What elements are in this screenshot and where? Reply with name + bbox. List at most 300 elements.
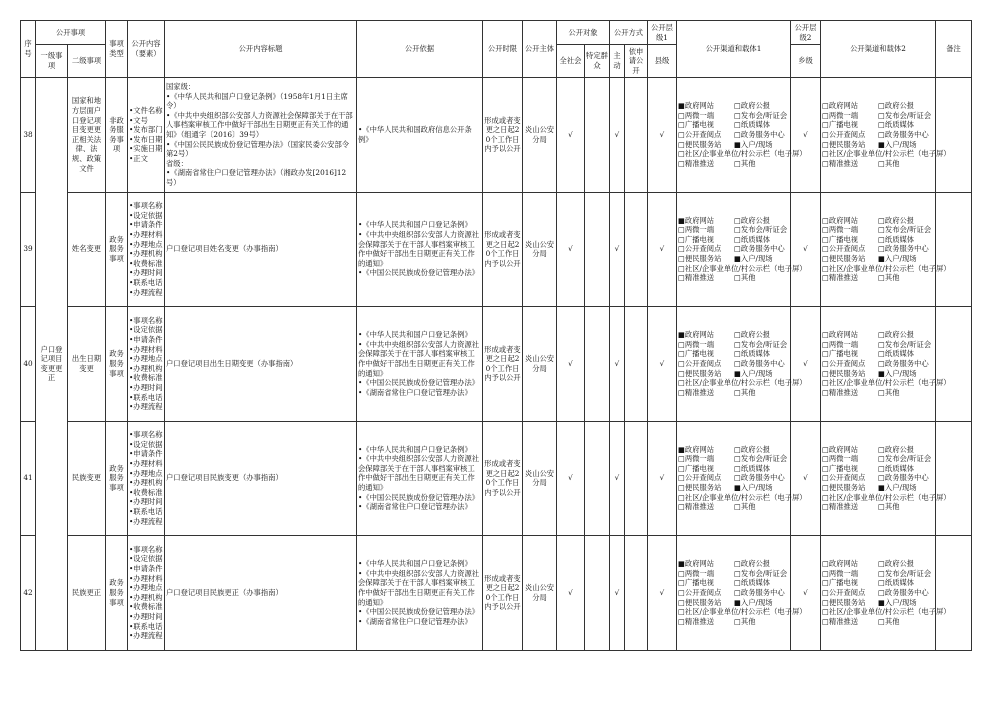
element-item: •事项名称 bbox=[129, 430, 163, 440]
channel-option: □两微一端 bbox=[678, 225, 715, 235]
channel-option: □政府公报 bbox=[878, 444, 915, 454]
channel-option: □广播电视 bbox=[822, 234, 859, 244]
element-item: •收费标准 bbox=[129, 373, 163, 383]
cell-elements bbox=[128, 78, 165, 193]
cell-level2-flag: √ bbox=[791, 307, 821, 422]
channel-option: □政府公报 bbox=[878, 101, 915, 111]
element-item: •实施日期 bbox=[129, 144, 163, 154]
cell-level2: 民族变更 bbox=[68, 421, 106, 536]
header-content-title: 公开内容标题 bbox=[165, 21, 357, 78]
element-item: •办理时间 bbox=[129, 611, 163, 621]
element-item: •设定依据 bbox=[129, 210, 163, 220]
header-channel2: 公开渠道和载体2 bbox=[821, 21, 936, 78]
cell-subject: 炎山公安分局 bbox=[523, 192, 557, 307]
channel-option: ■政府网站 bbox=[678, 559, 715, 569]
title-text: 户口登记项目民族变更（办事指南） bbox=[166, 473, 283, 483]
cell-subject: 炎山公安分局 bbox=[523, 421, 557, 536]
cell-target-specific bbox=[585, 536, 610, 651]
channel-option: ■入户/现场 bbox=[878, 483, 917, 493]
channel-option: □政务服务中心 bbox=[734, 587, 785, 597]
disclosure-table bbox=[20, 20, 972, 651]
element-item: •办理流程 bbox=[129, 516, 163, 526]
basis-text: •《中华人民共和国户口登记条例》 •《中共中央组织部公安部人力资源社会保障部关于在干部人事档案审核工作中做好干部出生日期更正有关工作的通知》 •《中国公民民族成份登记管理办法》 •《湖南省常住户口登记管理办法》 bbox=[358, 444, 480, 512]
element-item: •收费标准 bbox=[129, 602, 163, 612]
element-item: •联系电话 bbox=[129, 392, 163, 402]
element-item: •办理机构 bbox=[129, 249, 163, 259]
channel-list bbox=[822, 559, 951, 626]
table-row bbox=[21, 536, 972, 651]
cell-target-all: √ bbox=[557, 536, 585, 651]
element-item: •办理地点 bbox=[129, 468, 163, 478]
header-method: 公开方式 bbox=[610, 21, 648, 45]
channel-option: ■政府网站 bbox=[678, 215, 715, 225]
cell-level2: 国家和地方层面户口登记项目变更更正相关法律、法规、政策文件 bbox=[68, 78, 106, 193]
cell-seq: 40 bbox=[21, 307, 36, 422]
element-item: •办理材料 bbox=[129, 344, 163, 354]
cell-title bbox=[165, 536, 357, 651]
channel-option: □公开查阅点 bbox=[822, 358, 866, 368]
cell-seq: 39 bbox=[21, 192, 36, 307]
channel-option: □发布会/听证会 bbox=[734, 339, 788, 349]
channel-option: □发布会/听证会 bbox=[878, 225, 932, 235]
channel-option: □纸质媒体 bbox=[734, 120, 771, 130]
channel-option: □社区/企事业单位/村公示栏（电子屏） bbox=[822, 378, 951, 388]
element-item: •申请条件 bbox=[129, 449, 163, 459]
element-item: •设定依据 bbox=[129, 325, 163, 335]
cell-type: 政务服务事项 bbox=[106, 536, 128, 651]
cell-channel1 bbox=[677, 192, 807, 307]
cell-subject: 炎山公安分局 bbox=[523, 307, 557, 422]
cell-level1-group: 户口登记项目变更更正 bbox=[36, 78, 68, 651]
header-target: 公开对象 bbox=[557, 21, 610, 45]
channel-option: □便民服务站 bbox=[678, 139, 722, 149]
cell-method-request bbox=[625, 307, 648, 422]
basis-text: •《中华人民共和国政府信息公开条例》 bbox=[358, 125, 472, 144]
channel-list bbox=[678, 559, 807, 626]
cell-level2: 民族更正 bbox=[68, 536, 106, 651]
cell-remark bbox=[936, 78, 972, 193]
header-basis: 公开依据 bbox=[357, 21, 483, 78]
channel-option: □社区/企事业单位/村公示栏（电子屏） bbox=[678, 607, 807, 617]
cell-elements bbox=[128, 192, 165, 307]
element-item: •办理机构 bbox=[129, 478, 163, 488]
element-item: •联系电话 bbox=[129, 278, 163, 288]
cell-type: 政务服务事项 bbox=[106, 307, 128, 422]
channel-option: □公开查阅点 bbox=[678, 244, 722, 254]
channel-list bbox=[822, 444, 951, 512]
channel-option: □两微一端 bbox=[822, 339, 859, 349]
cell-remark bbox=[936, 536, 972, 651]
element-item: •联系电话 bbox=[129, 507, 163, 517]
channel-option: □政务服务中心 bbox=[734, 244, 785, 254]
channel-option: □纸质媒体 bbox=[734, 234, 771, 244]
channel-option: □政务服务中心 bbox=[878, 244, 929, 254]
channel-option: □政务服务中心 bbox=[734, 473, 785, 483]
cell-basis bbox=[357, 536, 483, 651]
cell-title bbox=[165, 192, 357, 307]
cell-target-specific bbox=[585, 192, 610, 307]
element-item: •办理时间 bbox=[129, 268, 163, 278]
channel-option: □便民服务站 bbox=[822, 254, 866, 264]
element-item: •联系电话 bbox=[129, 621, 163, 631]
channel-option: □精准推送 bbox=[678, 387, 715, 397]
element-item: •办理地点 bbox=[129, 583, 163, 593]
element-item: •办理地点 bbox=[129, 239, 163, 249]
cell-level2-flag: √ bbox=[791, 78, 821, 193]
basis-text: •《中华人民共和国户口登记条例》 •《中共中央组织部公安部人力资源社会保障部关于在干部人事档案审核工作中做好干部出生日期更正有关工作的通知》 •《中国公民民族成份登记管理办法》 •《湖南省常住户口登记管理办法》 bbox=[358, 559, 480, 626]
element-item: •办理机构 bbox=[129, 592, 163, 602]
cell-channel2 bbox=[821, 192, 951, 307]
element-item: •申请条件 bbox=[129, 334, 163, 344]
header-level1: 公开层级1 bbox=[648, 21, 677, 45]
cell-target-specific bbox=[585, 78, 610, 193]
title-text: 户口登记项目民族更正（办事指南） bbox=[166, 587, 283, 597]
channel-list bbox=[678, 215, 807, 283]
cell-type: 非政务服务事项 bbox=[106, 78, 128, 193]
element-item: •事项名称 bbox=[129, 544, 163, 554]
channel-option: □政务服务中心 bbox=[878, 587, 929, 597]
channel-option: □政务服务中心 bbox=[734, 129, 785, 139]
header-level2: 公开层级2 bbox=[791, 21, 821, 45]
cell-level1: √ bbox=[648, 78, 677, 193]
channel-option: □发布会/听证会 bbox=[878, 454, 932, 464]
channel-option: □社区/企事业单位/村公示栏（电子屏） bbox=[678, 263, 807, 273]
element-item: •办理地点 bbox=[129, 354, 163, 364]
channel-option: □社区/企事业单位/村公示栏（电子屏） bbox=[678, 378, 807, 388]
cell-level2-flag: √ bbox=[791, 192, 821, 307]
channel-option: □精准推送 bbox=[678, 158, 715, 168]
cell-target-specific bbox=[585, 421, 610, 536]
channel-option: □两微一端 bbox=[678, 454, 715, 464]
channel-option: □政务服务中心 bbox=[878, 129, 929, 139]
cell-elements bbox=[128, 307, 165, 422]
cell-seq: 41 bbox=[21, 421, 36, 536]
channel-option: □精准推送 bbox=[678, 273, 715, 283]
element-item: •文号 bbox=[129, 115, 148, 125]
element-item: •办理材料 bbox=[129, 573, 163, 583]
element-item: •办理材料 bbox=[129, 230, 163, 240]
cell-remark bbox=[936, 192, 972, 307]
channel-option: □公开查阅点 bbox=[678, 587, 722, 597]
cell-remark bbox=[936, 421, 972, 536]
channel-option: □广播电视 bbox=[822, 578, 859, 588]
cell-level1: √ bbox=[648, 307, 677, 422]
channel-option: □纸质媒体 bbox=[878, 349, 915, 359]
channel-option: ■政府网站 bbox=[678, 444, 715, 454]
channel-option: □发布会/听证会 bbox=[878, 568, 932, 578]
channel-option: □公开查阅点 bbox=[678, 473, 722, 483]
header-method-active: 主动 bbox=[610, 45, 625, 78]
header-content-req: 公开内容（要素） bbox=[128, 21, 165, 78]
element-item: •申请条件 bbox=[129, 563, 163, 573]
header-channel1: 公开渠道和载体1 bbox=[677, 21, 791, 78]
channel-option: □政府公报 bbox=[878, 330, 915, 340]
channel-option: □纸质媒体 bbox=[734, 578, 771, 588]
element-item: •办理流程 bbox=[129, 402, 163, 412]
channel-option: □纸质媒体 bbox=[734, 349, 771, 359]
channel-option: □精准推送 bbox=[822, 158, 859, 168]
cell-time: 形成或者变更之日起20个工作日内予以公开 bbox=[483, 421, 523, 536]
element-item: •办理流程 bbox=[129, 287, 163, 297]
channel-option: □政府公报 bbox=[734, 559, 771, 569]
channel-option: □便民服务站 bbox=[678, 254, 722, 264]
channel-option: □广播电视 bbox=[678, 234, 715, 244]
cell-channel2 bbox=[821, 536, 951, 651]
element-item: •收费标准 bbox=[129, 258, 163, 268]
channel-option: □公开查阅点 bbox=[678, 358, 722, 368]
header-time: 公开时限 bbox=[483, 21, 523, 78]
channel-option: □公开查阅点 bbox=[822, 129, 866, 139]
header-remark: 备注 bbox=[936, 21, 972, 78]
channel-option: □两微一端 bbox=[822, 568, 859, 578]
cell-time: 形成或者变更之日起20个工作日内予以公开 bbox=[483, 307, 523, 422]
channel-option: □两微一端 bbox=[678, 568, 715, 578]
header-target-all: 全社会 bbox=[557, 45, 585, 78]
element-item: •办理时间 bbox=[129, 382, 163, 392]
table-row bbox=[21, 78, 972, 193]
channel-option: □其他 bbox=[878, 502, 900, 512]
cell-method-request bbox=[625, 192, 648, 307]
channel-option: □政务服务中心 bbox=[878, 473, 929, 483]
element-item: •办理流程 bbox=[129, 631, 163, 641]
channel-option: □其他 bbox=[734, 273, 756, 283]
channel-option: □广播电视 bbox=[822, 463, 859, 473]
channel-option: □其他 bbox=[734, 502, 756, 512]
channel-option: □政府公报 bbox=[734, 330, 771, 340]
channel-option: □便民服务站 bbox=[678, 368, 722, 378]
element-item: •设定依据 bbox=[129, 554, 163, 564]
channel-option: □政府公报 bbox=[878, 559, 915, 569]
channel-option: □便民服务站 bbox=[822, 139, 866, 149]
channel-option: □政府网站 bbox=[822, 559, 859, 569]
cell-channel1 bbox=[677, 78, 807, 193]
cell-elements bbox=[128, 421, 165, 536]
channel-option: □两微一端 bbox=[678, 339, 715, 349]
channel-option: □政府公报 bbox=[878, 215, 915, 225]
channel-option: □发布会/听证会 bbox=[878, 110, 932, 120]
channel-option: □精准推送 bbox=[822, 387, 859, 397]
channel-option: □社区/企事业单位/村公示栏（电子屏） bbox=[678, 492, 807, 502]
channel-option: □其他 bbox=[878, 158, 900, 168]
channel-option: □政务服务中心 bbox=[734, 358, 785, 368]
channel-option: □其他 bbox=[878, 387, 900, 397]
element-item: •申请条件 bbox=[129, 220, 163, 230]
cell-seq: 38 bbox=[21, 78, 36, 193]
channel-option: □公开查阅点 bbox=[822, 587, 866, 597]
channel-option: □两微一端 bbox=[822, 454, 859, 464]
channel-option: ■入户/现场 bbox=[878, 368, 917, 378]
cell-level2: 姓名变更 bbox=[68, 192, 106, 307]
element-item: •事项名称 bbox=[129, 315, 163, 325]
channel-option: □社区/企事业单位/村公示栏（电子屏） bbox=[822, 149, 951, 159]
header-matters: 公开事项 bbox=[36, 21, 106, 45]
channel-option: □政务服务中心 bbox=[878, 358, 929, 368]
cell-method-active: √ bbox=[610, 421, 625, 536]
channel-option: ■入户/现场 bbox=[878, 597, 917, 607]
channel-option: □纸质媒体 bbox=[878, 578, 915, 588]
header-method-request: 依申请公开 bbox=[625, 45, 648, 78]
cell-method-active: √ bbox=[610, 307, 625, 422]
element-item: •文件名称 bbox=[129, 105, 163, 115]
channel-option: □发布会/听证会 bbox=[734, 454, 788, 464]
channel-option: ■入户/现场 bbox=[878, 139, 917, 149]
cell-target-all: √ bbox=[557, 307, 585, 422]
element-item: •设定依据 bbox=[129, 439, 163, 449]
channel-option: □公开查阅点 bbox=[678, 129, 722, 139]
channel-option: □精准推送 bbox=[678, 502, 715, 512]
channel-option: □精准推送 bbox=[822, 502, 859, 512]
basis-text: •《中华人民共和国户口登记条例》 •《中共中央组织部公安部人力资源社会保障部关于在干部人事档案审核工作中做好干部出生日期更正有关工作的通知》 •《中国公民民族成份登记管理办法》 bbox=[358, 220, 480, 278]
cell-method-active: √ bbox=[610, 192, 625, 307]
channel-list bbox=[822, 330, 951, 397]
cell-target-all: √ bbox=[557, 421, 585, 536]
channel-option: □便民服务站 bbox=[822, 368, 866, 378]
channel-option: □广播电视 bbox=[678, 463, 715, 473]
header-level1-item: 一级事项 bbox=[36, 45, 68, 78]
cell-time: 形成或者变更之日起20个工作日内予以公开 bbox=[483, 536, 523, 651]
header-level2-township: 乡级 bbox=[791, 45, 821, 78]
cell-title bbox=[165, 421, 357, 536]
cell-time: 形成或者变更之日起20个工作日内予以公开 bbox=[483, 192, 523, 307]
header-subject: 公开主体 bbox=[523, 21, 557, 78]
channel-option: □纸质媒体 bbox=[734, 463, 771, 473]
channel-option: ■入户/现场 bbox=[734, 254, 773, 264]
cell-channel1 bbox=[677, 307, 807, 422]
channel-option: □纸质媒体 bbox=[878, 120, 915, 130]
cell-method-active: √ bbox=[610, 536, 625, 651]
channel-option: □广播电视 bbox=[822, 120, 859, 130]
cell-channel2 bbox=[821, 307, 951, 422]
title-text: 户口登记项目出生日期变更（办事指南） bbox=[166, 358, 298, 368]
cell-type: 政务服务事项 bbox=[106, 421, 128, 536]
cell-channel1 bbox=[677, 536, 807, 651]
table-row bbox=[21, 192, 972, 307]
header-seq: 序号 bbox=[21, 21, 36, 78]
cell-method-active: √ bbox=[610, 78, 625, 193]
channel-option: ■入户/现场 bbox=[878, 254, 917, 264]
channel-option: □其他 bbox=[734, 387, 756, 397]
channel-list bbox=[678, 330, 807, 397]
channel-option: □社区/企事业单位/村公示栏（电子屏） bbox=[678, 149, 807, 159]
channel-option: □广播电视 bbox=[822, 349, 859, 359]
channel-option: □其他 bbox=[878, 616, 900, 626]
cell-channel1 bbox=[677, 421, 807, 536]
cell-target-all: √ bbox=[557, 78, 585, 193]
header-level2-item: 二级事项 bbox=[68, 45, 106, 78]
channel-option: □社区/企事业单位/村公示栏（电子屏） bbox=[822, 492, 951, 502]
channel-option: □公开查阅点 bbox=[822, 244, 866, 254]
channel-option: □其他 bbox=[878, 273, 900, 283]
channel-option: □政府公报 bbox=[734, 444, 771, 454]
channel-option: ■入户/现场 bbox=[734, 368, 773, 378]
channel-list bbox=[822, 101, 951, 168]
cell-title bbox=[165, 307, 357, 422]
channel-option: □精准推送 bbox=[678, 616, 715, 626]
cell-level1: √ bbox=[648, 421, 677, 536]
cell-time: 形成或者变更之日起20个工作日内予以公开 bbox=[483, 78, 523, 193]
channel-option: □两微一端 bbox=[822, 110, 859, 120]
element-item: •事项名称 bbox=[129, 201, 163, 211]
cell-subject: 炎山公安分局 bbox=[523, 536, 557, 651]
channel-option: □两微一端 bbox=[678, 110, 715, 120]
channel-option: □广播电视 bbox=[678, 578, 715, 588]
cell-basis bbox=[357, 307, 483, 422]
header-level1-county: 县级 bbox=[648, 45, 677, 78]
channel-option: □政府网站 bbox=[822, 215, 859, 225]
channel-option: □发布会/听证会 bbox=[734, 568, 788, 578]
cell-basis bbox=[357, 192, 483, 307]
channel-option: ■入户/现场 bbox=[734, 483, 773, 493]
channel-option: ■入户/现场 bbox=[734, 597, 773, 607]
element-item: •办理机构 bbox=[129, 363, 163, 373]
cell-method-request bbox=[625, 421, 648, 536]
cell-type: 政务服务事项 bbox=[106, 192, 128, 307]
cell-level2-flag: √ bbox=[791, 421, 821, 536]
cell-seq: 42 bbox=[21, 536, 36, 651]
channel-option: ■政府网站 bbox=[678, 101, 715, 111]
cell-method-request bbox=[625, 536, 648, 651]
channel-option: □精准推送 bbox=[822, 273, 859, 283]
channel-option: □其他 bbox=[734, 158, 756, 168]
channel-option: ■入户/现场 bbox=[734, 139, 773, 149]
cell-level1: √ bbox=[648, 192, 677, 307]
cell-level2-flag: √ bbox=[791, 536, 821, 651]
channel-option: □发布会/听证会 bbox=[734, 110, 788, 120]
cell-basis bbox=[357, 78, 483, 193]
channel-option: □社区/企事业单位/村公示栏（电子屏） bbox=[822, 607, 951, 617]
channel-option: □精准推送 bbox=[822, 616, 859, 626]
channel-option: □纸质媒体 bbox=[878, 234, 915, 244]
cell-level2: 出生日期变更 bbox=[68, 307, 106, 422]
channel-list bbox=[822, 215, 951, 283]
channel-option: □政府网站 bbox=[822, 330, 859, 340]
cell-target-specific bbox=[585, 307, 610, 422]
element-item: •发布部门 bbox=[129, 125, 163, 135]
channel-option: □公开查阅点 bbox=[822, 473, 866, 483]
element-item: •收费标准 bbox=[129, 487, 163, 497]
header-type: 事项类型 bbox=[106, 21, 128, 78]
basis-text: •《中华人民共和国户口登记条例》 •《中共中央组织部公安部人力资源社会保障部关于在干部人事档案审核工作中做好干部出生日期更正有关工作的通知》 •《中国公民民族成份登记管理办法》 •《湖南省常住户口登记管理办法》 bbox=[358, 330, 480, 397]
channel-option: □发布会/听证会 bbox=[878, 339, 932, 349]
table-row bbox=[21, 421, 972, 536]
channel-option: □便民服务站 bbox=[822, 483, 866, 493]
channel-list bbox=[678, 101, 807, 168]
channel-option: □政府公报 bbox=[734, 101, 771, 111]
channel-option: □广播电视 bbox=[678, 349, 715, 359]
cell-channel2 bbox=[821, 421, 951, 536]
cell-basis bbox=[357, 421, 483, 536]
cell-subject: 炎山公安分局 bbox=[523, 78, 557, 193]
channel-option: □两微一端 bbox=[822, 225, 859, 235]
channel-list bbox=[678, 444, 807, 512]
channel-option: □便民服务站 bbox=[822, 597, 866, 607]
element-item: •正文 bbox=[129, 153, 148, 163]
channel-option: □发布会/听证会 bbox=[734, 225, 788, 235]
disclosure-table-sheet bbox=[20, 20, 972, 651]
cell-title bbox=[165, 78, 357, 193]
cell-level1: √ bbox=[648, 536, 677, 651]
cell-remark bbox=[936, 307, 972, 422]
channel-option: □社区/企事业单位/村公示栏（电子屏） bbox=[822, 263, 951, 273]
cell-channel2 bbox=[821, 78, 951, 193]
channel-option: □其他 bbox=[734, 616, 756, 626]
channel-option: □政府网站 bbox=[822, 444, 859, 454]
channel-option: □广播电视 bbox=[678, 120, 715, 130]
channel-option: □便民服务站 bbox=[678, 597, 722, 607]
element-item: •办理材料 bbox=[129, 459, 163, 469]
channel-option: ■政府网站 bbox=[678, 330, 715, 340]
table-row bbox=[21, 307, 972, 422]
